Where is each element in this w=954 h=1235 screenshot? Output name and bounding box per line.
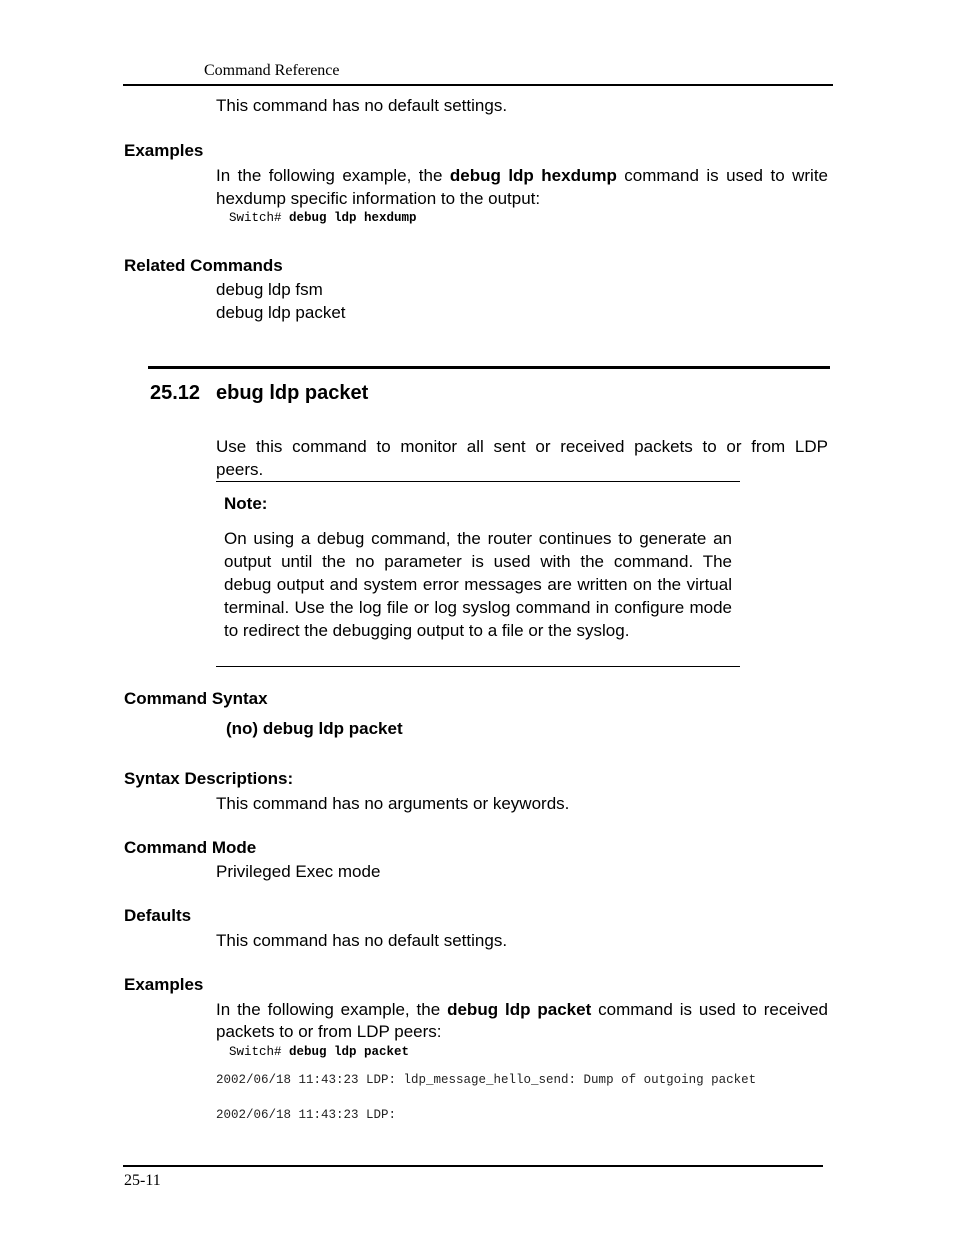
examples-heading-2: Examples (124, 975, 204, 994)
defaults-text: This command has no default settings. (216, 96, 508, 115)
defaults-heading: Defaults (124, 906, 192, 925)
section-number: 25.12 (150, 382, 201, 404)
command-mode-heading: Command Mode (124, 838, 257, 857)
log-line: 2002/06/18 11:43:23 LDP: (216, 1108, 397, 1122)
command-syntax: (no) debug ldp packet (226, 719, 403, 738)
example-line2: packets to or from LDP peers: (216, 1022, 442, 1041)
section-intro-line2: peers. (216, 460, 264, 479)
log-line: 2002/06/18 11:43:23 LDP: ldp_message_hello_send: Dump of outgoing packet (216, 1073, 757, 1087)
syntax-descriptions-heading: Syntax Descriptions: (124, 769, 294, 788)
related-command-item: debug ldp packet (216, 303, 346, 322)
command-syntax-heading: Command Syntax (124, 689, 268, 708)
defaults-text-2: This command has no default settings. (216, 931, 508, 950)
running-header: Command Reference (204, 62, 340, 79)
example-line1: In the following example, the debug ldp packet command is used to received (216, 1000, 828, 1019)
page-number: 25-11 (124, 1172, 161, 1189)
code-example-2: Switch# debug ldp packet (229, 1045, 410, 1059)
note-title: Note: (224, 494, 268, 513)
related-commands-heading: Related Commands (124, 256, 283, 275)
footer-rule (123, 1165, 823, 1167)
examples-heading: Examples (124, 141, 204, 160)
code-example: Switch# debug ldp hexdump (229, 211, 417, 225)
command-mode-text: Privileged Exec mode (216, 862, 381, 881)
syntax-descriptions-text: This command has no arguments or keywords. (216, 794, 570, 813)
related-command-item: debug ldp fsm (216, 280, 323, 299)
note-body: On using a debug command, the router continues to generate an output until the no parameter is used with the command. The debug output and system error messages are written on the virtual terminal. Use the log file or log syslog command in configure mode to redirect the debugging output to a file or the syslog. (224, 529, 732, 640)
section-rule (148, 366, 830, 369)
section-intro-line1: Use this command to monitor all sent or received packets to or from LDP (216, 437, 828, 456)
section-title: ebug ldp packet (216, 382, 369, 404)
example-intro-line1: In the following example, the debug ldp hexdump command is used to write (216, 166, 828, 185)
example-intro-line2: hexdump specific information to the output: (216, 189, 541, 208)
header-rule (123, 84, 833, 86)
